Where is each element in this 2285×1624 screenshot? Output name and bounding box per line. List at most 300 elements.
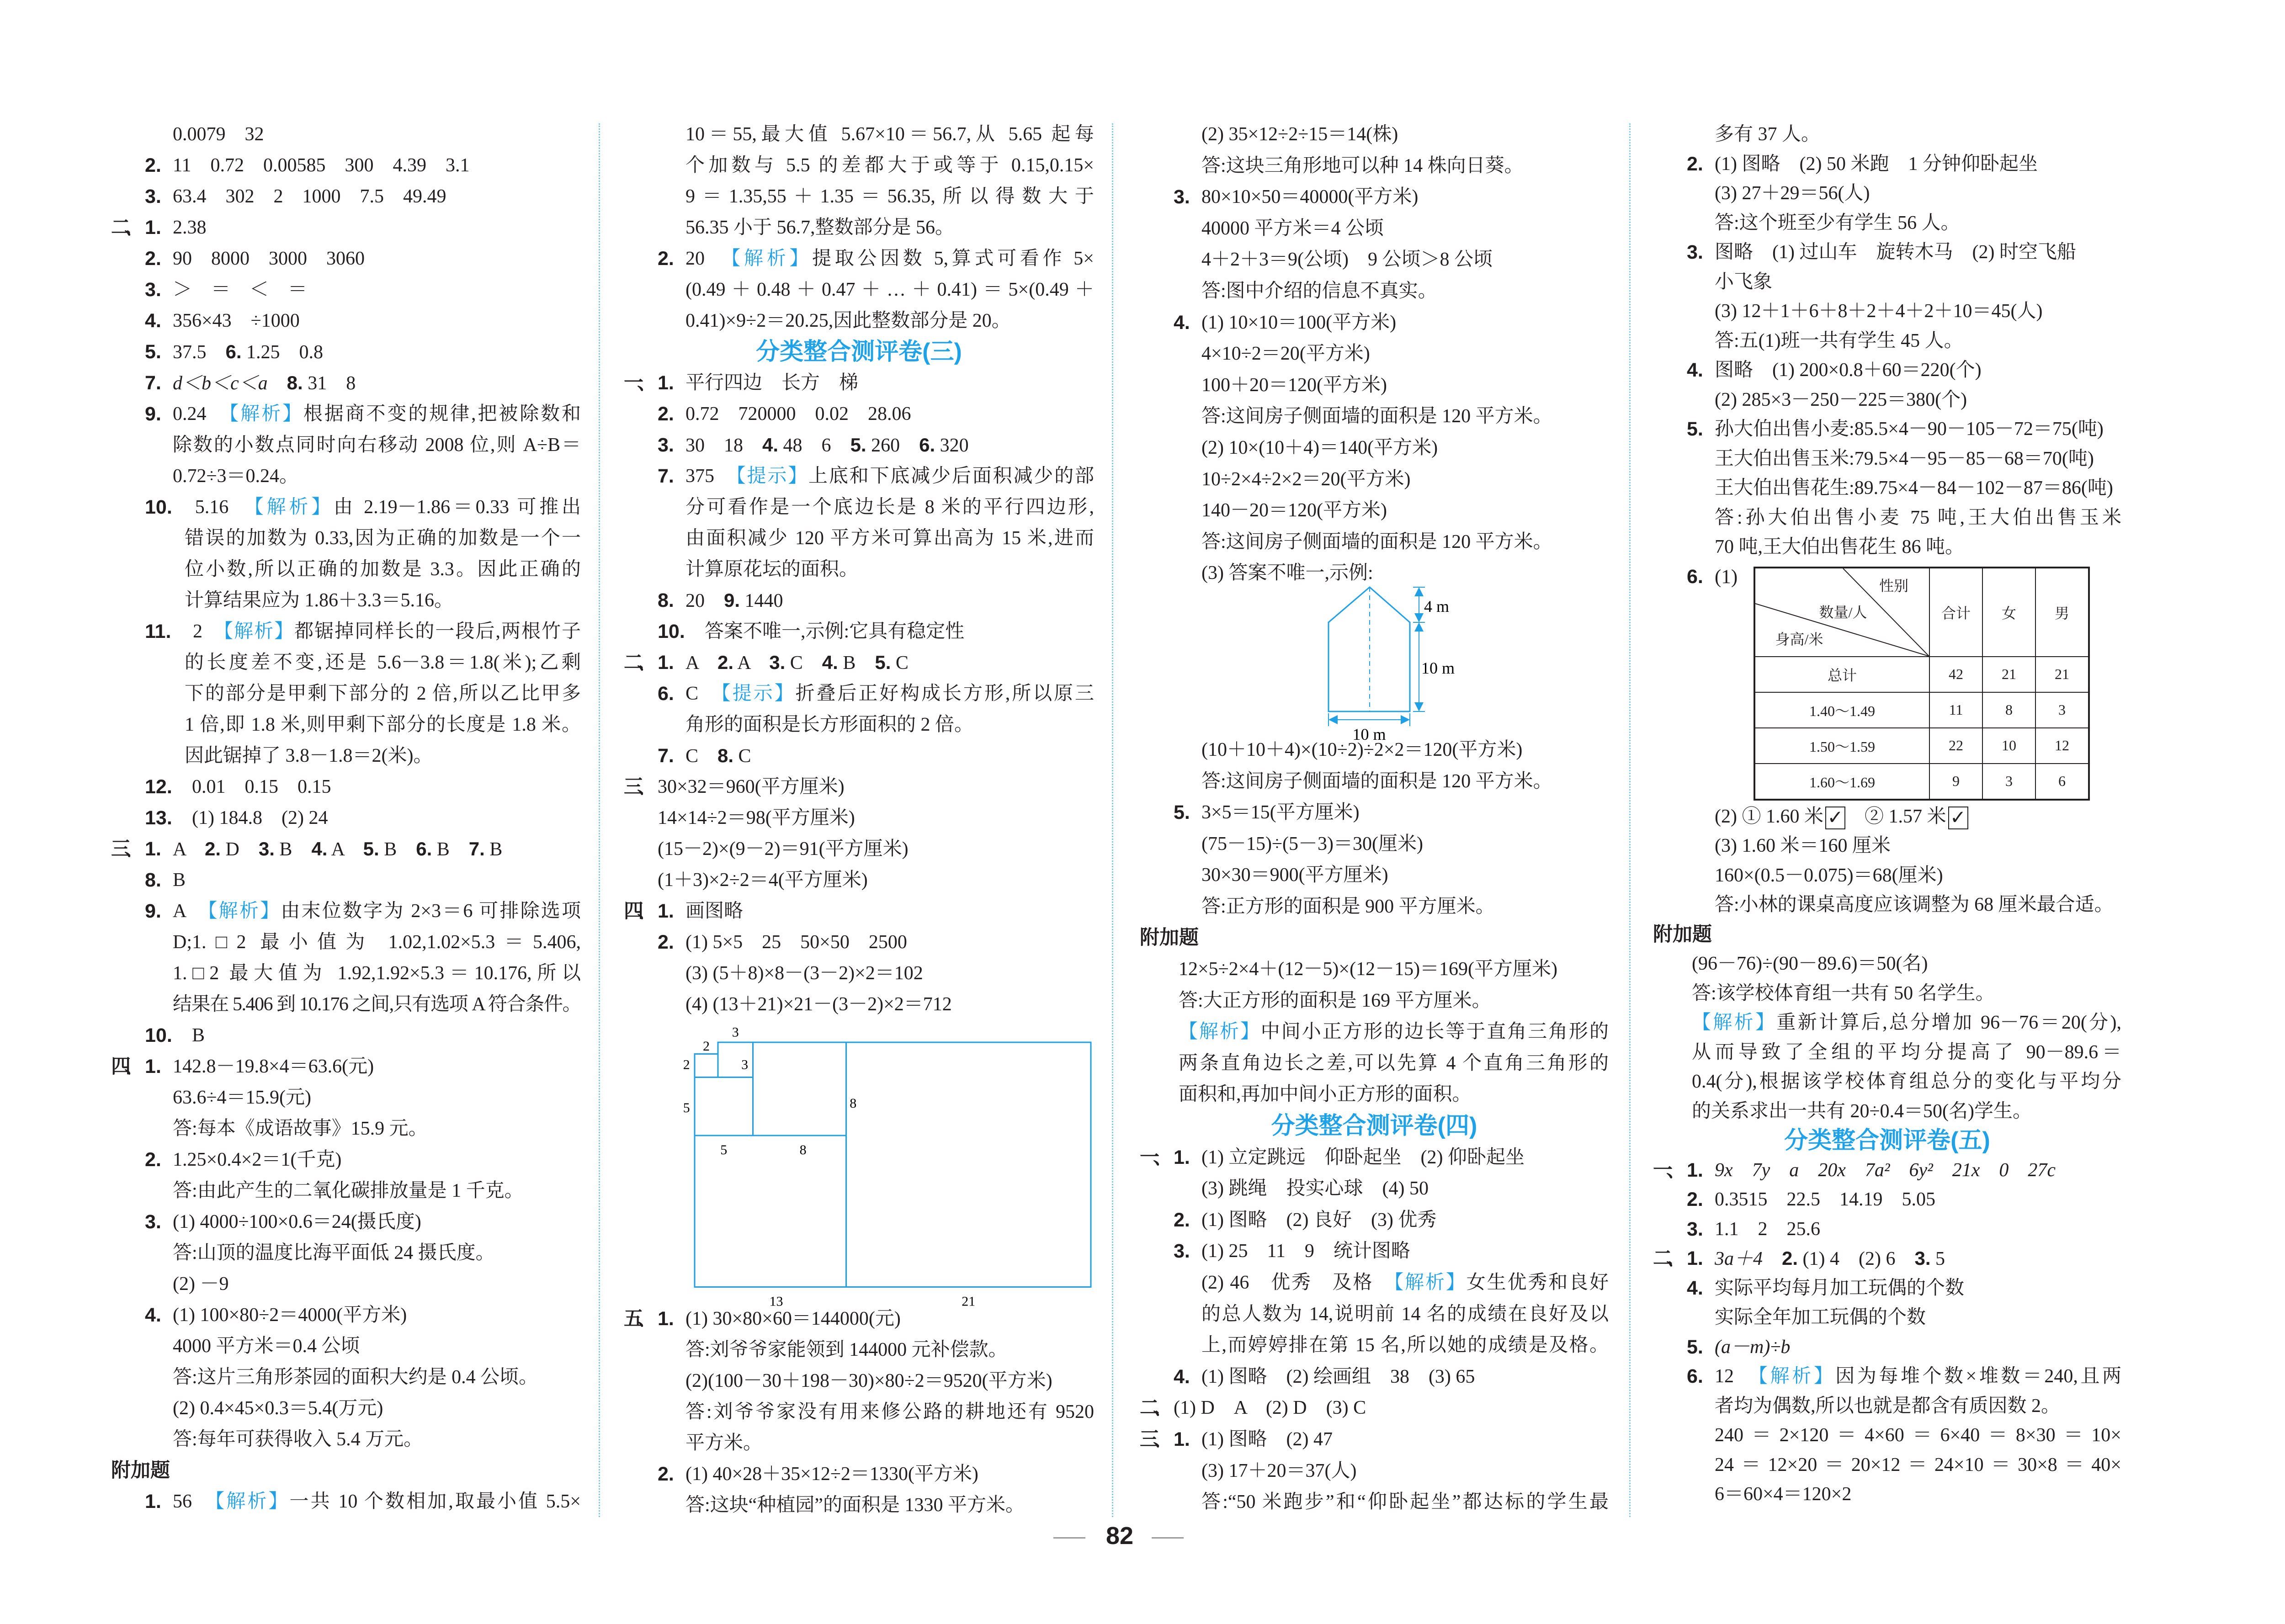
answer-line (111, 585, 581, 616)
item-number: 2. (658, 1463, 674, 1485)
answer-text: (1) 100×80÷2＝4000(平方米) (173, 1305, 407, 1326)
answer-line (111, 554, 581, 585)
item-number: 1. (145, 1491, 161, 1513)
section-label: 三、 (1140, 1428, 1166, 1450)
answer-text: 30 18 (686, 435, 763, 456)
answer-text: 实际全年加工玩偶的个数 (1715, 1307, 1926, 1328)
answer-line (624, 833, 1094, 865)
answer-line (111, 367, 581, 398)
answer-text: 答:这片三角形茶园的面积大约是 0.4 公顷。 (173, 1367, 538, 1388)
dimension-label: 10 m (1421, 658, 1455, 677)
answer-text: 根据商不变的规律,把被除数和 (303, 403, 581, 425)
answer-text: A (733, 653, 770, 674)
answer-text: (1) 5×5 25 50×50 2500 (686, 932, 907, 953)
item-number: 7. (658, 465, 674, 487)
section-heading-line (624, 336, 1094, 367)
bonus-heading-line (1140, 922, 1609, 954)
answer-line (1140, 1392, 1609, 1424)
item-number: 1. (145, 838, 161, 860)
answer-line (1140, 432, 1609, 464)
table-cell: 3 (2035, 692, 2089, 728)
answer-line (111, 616, 581, 647)
answer-text: 63.4 302 2 1000 7.5 49.49 (173, 186, 446, 207)
answer-text: 因此锯掉了 3.8－1.8＝2(米)。 (185, 745, 433, 766)
table-cell: 3 (1982, 764, 2035, 800)
answer-line (624, 1365, 1094, 1396)
item-number: 1. (145, 217, 161, 239)
section-label: 四、 (111, 1056, 138, 1077)
answer-text (1715, 1362, 2121, 1391)
answer-text: 142.8－19.8×4＝63.6(元) (173, 1056, 374, 1077)
item-number: 3. (1174, 1240, 1190, 1263)
answer-text: 的总人数为 14,说明前 14 名的成绩在良好及以 (1201, 1303, 1609, 1325)
answer-text: (0.49＋0.48＋0.47＋…＋0.41)＝5×(0.49＋ (686, 279, 1094, 300)
answer-text: 1 倍,即 1.8 米,则甲剩下部分的长度是 1.8 米。 (185, 714, 581, 735)
answer-text: (3) 12＋1＋6＋8＋2＋4＋2＋10＝45(人) (1715, 301, 2043, 322)
answer-text: 48 6 (778, 435, 850, 456)
answer-text: 从而导致了全组的平均分提高了 90－89.6＝ (1692, 1041, 2121, 1063)
answer-text: 下的部分是甲剩下部分的 2 倍,所以乙比甲多 (185, 683, 581, 704)
answer-text: C (891, 653, 909, 674)
answer-line (111, 833, 581, 865)
hint-tag: 【解析】 (223, 621, 295, 642)
bonus-heading: 附加题 (1653, 923, 1712, 945)
page-number: 82 (1105, 1522, 1134, 1550)
answer-column (111, 119, 581, 1517)
answer-line (624, 461, 1094, 492)
answer-line (1653, 297, 2121, 326)
answer-line (1653, 1038, 2121, 1067)
item-number: 1. (1174, 1428, 1190, 1450)
hint-tag: 【解析】 (731, 248, 813, 269)
section-label: 一、 (624, 372, 650, 394)
answer-text: 20 (686, 248, 731, 269)
section-label: 五、 (624, 1308, 650, 1330)
answer-text: 100＋20＝120(平方米) (1201, 374, 1387, 396)
answer-text: A (686, 653, 718, 674)
answer-line (624, 181, 1094, 212)
answer-line (1140, 370, 1609, 401)
answer-text: 1.25×0.4×2＝1(千克) (173, 1149, 342, 1170)
answer-line (624, 740, 1094, 771)
answer-text: 0.3515 22.5 14.19 5.05 (1715, 1189, 1936, 1210)
answer-text: 的关系求出一共有 20÷0.4＝50(名)学生。 (1692, 1100, 2032, 1122)
math-expression: 9x 7y a 20x 7a² 6y² 21x 0 27c (1715, 1159, 2056, 1181)
answer-line (624, 771, 1094, 802)
item-number: 6. (1687, 1365, 1703, 1387)
row-label: 1.50～1.59 (1754, 728, 1929, 764)
item-number: 2. (145, 154, 161, 176)
answer-line (624, 243, 1094, 274)
answer-line (111, 398, 581, 430)
answer-text: 0.72÷3＝0.24。 (173, 466, 299, 487)
answer-text: 0.4(分),根据该学校体育组总分的变化与平均分 (1692, 1071, 2121, 1092)
answer-text: 2.38 (173, 217, 207, 238)
answer-line (111, 1362, 581, 1393)
item-number: 7. (468, 838, 485, 860)
answer-text: 上,而婷婷排在第 15 名,所以她的成绩是及格。 (1201, 1335, 1609, 1356)
table-cell: 9 (1929, 764, 1982, 800)
answer-text: 240＝2×120＝4×60＝6×40＝8×30＝10× (1715, 1425, 2121, 1446)
answer-text: 320 (935, 435, 969, 456)
fibonacci-squares-diagram (624, 1020, 1127, 1309)
answer-text: 由 2.19－1.86＝0.33 可推出 (334, 497, 581, 518)
answer-text: 20 (686, 590, 724, 611)
answer-text (686, 678, 1094, 709)
answer-text: (1) 25 11 9 统计图略 (1201, 1241, 1410, 1262)
answer-line (1140, 307, 1609, 339)
answer-line (624, 647, 1094, 678)
item-number: 8. (658, 589, 674, 611)
item-number: 6. (225, 341, 242, 362)
section-label: 三、 (624, 776, 650, 798)
answer-text: 11 0.72 0.00585 300 4.39 3.1 (173, 155, 470, 176)
item-number: 9. (724, 589, 740, 611)
answer-line (1140, 338, 1609, 370)
answer-line (624, 802, 1094, 833)
item-number: 6. (658, 683, 674, 705)
answer-text: 10＝55,最大值 5.67×10＝56.7,从 5.65 起每 (686, 124, 1094, 145)
answer-line (1653, 890, 2121, 920)
answer-text: B (379, 839, 416, 860)
answer-line (1140, 1299, 1609, 1330)
answer-line (624, 1303, 1094, 1334)
answer-line (1653, 1274, 2121, 1303)
answer-text: (3) 跳绳 投实心球 (4) 50 (1201, 1178, 1429, 1199)
table-cell: 42 (1929, 657, 1982, 692)
answer-text: 者均为偶数,所以也就是都含有质因数 2。 (1715, 1395, 2061, 1417)
answer-text: 375 (686, 466, 736, 487)
answer-text: 女生优秀和良好 (1466, 1272, 1609, 1293)
table-cell: 21 (2035, 657, 2089, 692)
answer-text: 中间小正方形的边长等于直角三角形的 (1260, 1021, 1609, 1043)
hint-tag: 【解析】 (254, 497, 334, 518)
answer-text: 答:孙大伯出售小麦 75 吨,王大伯出售玉米 (1715, 507, 2121, 528)
item-number: 1. (658, 372, 674, 394)
answer-text: 一共 10 个数相加,取最小值 5.5× (289, 1491, 581, 1512)
item-number: 1. (1687, 1159, 1703, 1181)
answer-line (111, 1237, 581, 1268)
item-number: 4. (1687, 359, 1703, 381)
dimension-label: 10 m (1352, 725, 1386, 743)
dimension-label: 5 (683, 1100, 690, 1115)
answer-line (1653, 326, 2121, 356)
answer-text: B (838, 653, 875, 674)
answer-line (1140, 1048, 1609, 1079)
answer-line (1140, 1455, 1609, 1487)
answer-line (624, 927, 1094, 958)
hint-tag: 【解析】 (1179, 1021, 1261, 1043)
answer-text: (1＋3)×2÷2＝4(平方厘米) (658, 870, 868, 891)
answer-text: (10＋10＋4)×(10÷2)÷2×2＝120(平方米) (1201, 739, 1523, 760)
answer-line (111, 119, 581, 150)
answer-text: 40000 平方米＝4 公顷 (1201, 218, 1384, 239)
answer-line (111, 150, 581, 181)
bonus-heading-line (1653, 920, 2121, 950)
answer-text: ＞ ＝ ＜ ＝ (173, 279, 308, 300)
answer-line (1653, 1008, 2121, 1038)
column-header: 男 (2035, 568, 2089, 657)
column-header: 女 (1982, 568, 2035, 657)
table-row (1754, 692, 2089, 728)
answer-line (1140, 213, 1609, 244)
answer-text: D;1.□2 最小值为 1.02,1.02×5.3＝5.406, (173, 932, 581, 953)
answer-text: 31 8 (303, 373, 356, 394)
answer-text: D (221, 839, 259, 860)
answer-text: 答:该学校体育组一共有 50 名学生。 (1692, 982, 1995, 1004)
table-cell: 21 (1982, 657, 2035, 692)
answer-text: 4×10÷2＝20(平方米) (1201, 343, 1370, 365)
answer-line (624, 1334, 1094, 1365)
answer-line (1653, 1215, 2121, 1244)
bonus-heading: 附加题 (111, 1459, 170, 1481)
answer-line (111, 1082, 581, 1113)
answer-text: 0.0079 32 (173, 124, 264, 145)
answer-line (111, 1486, 581, 1517)
answer-text (1715, 1332, 2121, 1362)
table-row (1754, 728, 2089, 764)
answer-line (111, 1051, 581, 1082)
hint-tag: 【提示】 (721, 683, 796, 704)
answer-line (624, 1459, 1094, 1490)
answer-text: 答:正方形的面积是 900 平方厘米。 (1201, 896, 1495, 917)
answer-text: 都锯掉同样长的一段后,两根竹子 (294, 621, 581, 642)
answer-line (624, 1428, 1094, 1459)
answer-text: (1) 图略 (2) 良好 (3) 优秀 (1201, 1209, 1437, 1231)
section-label: 一、 (1653, 1159, 1679, 1181)
answer-text: 答:每本《成语故事》15.9 元。 (173, 1118, 428, 1139)
answer-line (111, 709, 581, 740)
item-number: 1. (1687, 1247, 1703, 1269)
answer-text: 6＝60×4＝120×2 (1715, 1484, 1852, 1505)
answer-text: 答:这块“种植园”的面积是 1330 平方米。 (686, 1495, 1025, 1516)
answer-text: (1) 184.8 (2) 24 (173, 807, 328, 828)
answer-text: (1) 10×10＝100(平方米) (1201, 312, 1397, 333)
answer-text: (2) 46 优秀 及格 (1201, 1272, 1394, 1293)
answer-text: 0.24 (173, 403, 229, 425)
answer-line (624, 865, 1094, 896)
item-number: 3. (1687, 241, 1703, 263)
answer-text: A (173, 901, 208, 922)
item-number: 1. (1174, 1146, 1190, 1168)
answer-column (1140, 119, 1609, 1518)
answer-line (1653, 1450, 2121, 1480)
section-heading: 分类整合测评卷(四) (1271, 1113, 1477, 1140)
item-number: 7. (145, 372, 161, 394)
answer-line (111, 647, 581, 678)
answer-text: A (173, 839, 205, 860)
item-number: 2. (1782, 1247, 1798, 1269)
answer-line (624, 709, 1094, 740)
answer-text: 折叠后正好构成长方形,所以原三 (795, 683, 1094, 704)
answer-text: 错误的加数为 0.33,因为正确的加数是一个一 (185, 528, 581, 549)
answer-line (111, 927, 581, 958)
answer-text: 3×5＝15(平方厘米) (1201, 802, 1360, 823)
answer-text: (3) 1.60 米＝160 厘米 (1715, 835, 1891, 856)
answer-line (624, 554, 1094, 585)
answer-line (1140, 526, 1609, 558)
section-label: 三、 (111, 838, 138, 860)
answer-text (173, 398, 581, 430)
answer-line (624, 678, 1094, 709)
row-label: 1.40～1.49 (1754, 692, 1929, 728)
answer-text: 4000 平方米＝0.4 公顷 (173, 1336, 360, 1357)
table-cell: 6 (2035, 764, 2089, 800)
house-wall-diagram (1140, 589, 1460, 744)
answer-line (1653, 208, 2121, 238)
row-label: 总计 (1754, 657, 1929, 692)
answer-text: 结果在 5.406 到 10.176 之间,只有选项 A 符合条件。 (173, 994, 581, 1015)
answer-line (111, 305, 581, 336)
section-label: 四、 (624, 900, 650, 922)
item-number: 6. (416, 838, 432, 860)
answer-line (1653, 356, 2121, 385)
answer-text: 30×32＝960(平方厘米) (658, 776, 845, 797)
answer-text (686, 243, 1094, 274)
dimension-label: 8 (799, 1142, 807, 1157)
answer-text: 分可看作是一个底边长是 8 米的平行四边形, (686, 497, 1094, 518)
answer-line (111, 1206, 581, 1237)
square-13 (695, 1136, 846, 1287)
item-number: 5. (1687, 418, 1703, 440)
height-statistics-table (1754, 567, 2090, 801)
dimension-label: 13 (769, 1294, 783, 1309)
item-number: 9. (145, 403, 161, 425)
item-number: 2. (145, 248, 161, 270)
dimension-label: 4 m (1424, 597, 1450, 616)
answer-line (1140, 1205, 1609, 1236)
answer-text (686, 461, 1094, 492)
item-number: 6. (1687, 565, 1703, 588)
answer-text: 0.72 720000 0.02 28.06 (686, 403, 911, 425)
answer-text: 个加数与 5.5 的差都大于或等于 0.15,0.15× (686, 155, 1094, 176)
hint-tag: 【解析】 (207, 901, 281, 922)
section-label: 一、 (1140, 1146, 1166, 1168)
item-number: 8. (145, 869, 161, 891)
answer-text: 10÷2×4÷2×2＝20(平方米) (1201, 468, 1411, 490)
answer-text: 答:小林的课桌高度应该调整为 68 厘米最合适。 (1715, 894, 2114, 915)
answer-line (111, 430, 581, 461)
answer-text: C (686, 683, 721, 704)
answer-text: (2) －9 (173, 1274, 229, 1295)
answer-line (624, 212, 1094, 243)
answer-line (1140, 1424, 1609, 1455)
answer-text: 因为每堆个数×堆数＝240,且两 (1835, 1366, 2121, 1387)
answer-text: 0.01 0.15 0.15 (173, 776, 331, 797)
answer-line (1653, 120, 2121, 149)
answer-line (624, 150, 1094, 181)
answer-text: (2)(100－30＋198－30)×80÷2＝9520(平方米) (686, 1370, 1052, 1391)
section-label: 二、 (1140, 1397, 1166, 1419)
square-2 (695, 1054, 718, 1077)
column-divider (1112, 123, 1113, 1517)
answer-text (1715, 1244, 2121, 1274)
answer-line (624, 119, 1094, 150)
answer-text: 答:大正方形的面积是 169 平方厘米。 (1179, 990, 1491, 1011)
item-number: 3. (145, 1211, 161, 1233)
square-5 (695, 1077, 753, 1136)
answer-text: 除数的小数点同时向右移动 2008 位,则 A÷B＝ (173, 435, 581, 456)
answer-text: (3) (5＋8)×8－(3－2)×2＝102 (686, 963, 923, 984)
answer-text: B (432, 839, 469, 860)
answer-text: 63.6÷4＝15.9(元) (173, 1087, 312, 1108)
answer-text: 的长度差不变,还是 5.6－3.8＝1.8(米);乙剩 (185, 652, 581, 673)
answer-line (111, 274, 581, 305)
answer-text (686, 740, 1094, 772)
answer-text (1715, 1156, 2121, 1185)
answer-line (111, 1424, 581, 1455)
item-number: 6. (919, 434, 935, 456)
answer-line (624, 989, 1094, 1020)
dimension-label: 2 (703, 1038, 710, 1054)
answer-text: (1) 图略 (2) 47 (1201, 1428, 1333, 1450)
square-21 (846, 1042, 1091, 1287)
answer-line (111, 678, 581, 709)
section-label: 二、 (624, 652, 650, 674)
item-number: 5. (363, 838, 379, 860)
answer-text: 24＝12×20＝20×12＝24×10＝30×8＝40× (1715, 1454, 2121, 1475)
answer-text: B (173, 870, 186, 891)
answer-text: 4＋2＋3＝9(公顷) 9 公顷＞8 公顷 (1201, 249, 1493, 271)
answer-text (1179, 1016, 1609, 1048)
answer-text: (2) 285×3－250－225＝380(个) (1715, 389, 1967, 410)
math-expression: (a－m)÷b (1715, 1336, 1791, 1358)
section-heading-line (1653, 1126, 2121, 1156)
column-divider (1629, 123, 1631, 1517)
item-number: 3. (1914, 1247, 1931, 1269)
answer-text: 平行四边 长方 梯 (686, 372, 859, 393)
hint-tag: 【解析】 (1394, 1272, 1467, 1293)
answer-line (111, 740, 581, 771)
item-number: 2. (145, 1149, 161, 1171)
hint-tag: 【提示】 (736, 466, 809, 487)
answer-text (1201, 1267, 1609, 1299)
item-number: 2. (717, 652, 734, 673)
answer-line (1653, 1362, 2121, 1391)
item-number: 4. (822, 652, 838, 673)
answer-text: 答:这间房子侧面墙的面积是 120 平方米。 (1201, 770, 1552, 792)
answer-text: 356×43 ÷1000 (173, 310, 300, 331)
answer-line (1653, 267, 2121, 297)
section-heading: 分类整合测评卷(五) (1784, 1127, 1990, 1154)
answer-text: 重新计算后,总分增加 96－76＝20(分), (1776, 1012, 2121, 1033)
answer-line (1653, 503, 2121, 533)
answer-line (1140, 797, 1609, 828)
item-number: 1. (658, 900, 674, 922)
answer-line (624, 305, 1094, 336)
section-label: 二、 (1653, 1247, 1679, 1269)
answer-text: 12 (1715, 1366, 1759, 1387)
answer-line (111, 212, 581, 243)
answer-line (1140, 557, 1609, 589)
answer-line (1653, 1067, 2121, 1097)
answer-line (111, 1331, 581, 1362)
answer-text: 小飞象 (1715, 271, 1773, 292)
answer-text: (15－2)×(9－2)＝91(平方厘米) (658, 839, 909, 860)
answer-line (1140, 985, 1609, 1017)
answer-line (1140, 860, 1609, 891)
item-number: 5. (875, 652, 891, 673)
item-number: 5. (850, 434, 866, 456)
answer-text: 70 吨,王大伯出售花生 86 吨。 (1715, 536, 1965, 557)
answer-text (1715, 802, 2121, 832)
item-number: 3. (769, 652, 786, 673)
answer-text: 1.□2 最大值为 1.92,1.92×5.3＝10.176,所以 (173, 963, 581, 984)
answer-text (686, 585, 1094, 616)
answer-text: 面积和,再加中间小正方形的面积。 (1179, 1084, 1472, 1105)
item-number: 3. (658, 434, 674, 456)
answer-column (624, 119, 1094, 1521)
